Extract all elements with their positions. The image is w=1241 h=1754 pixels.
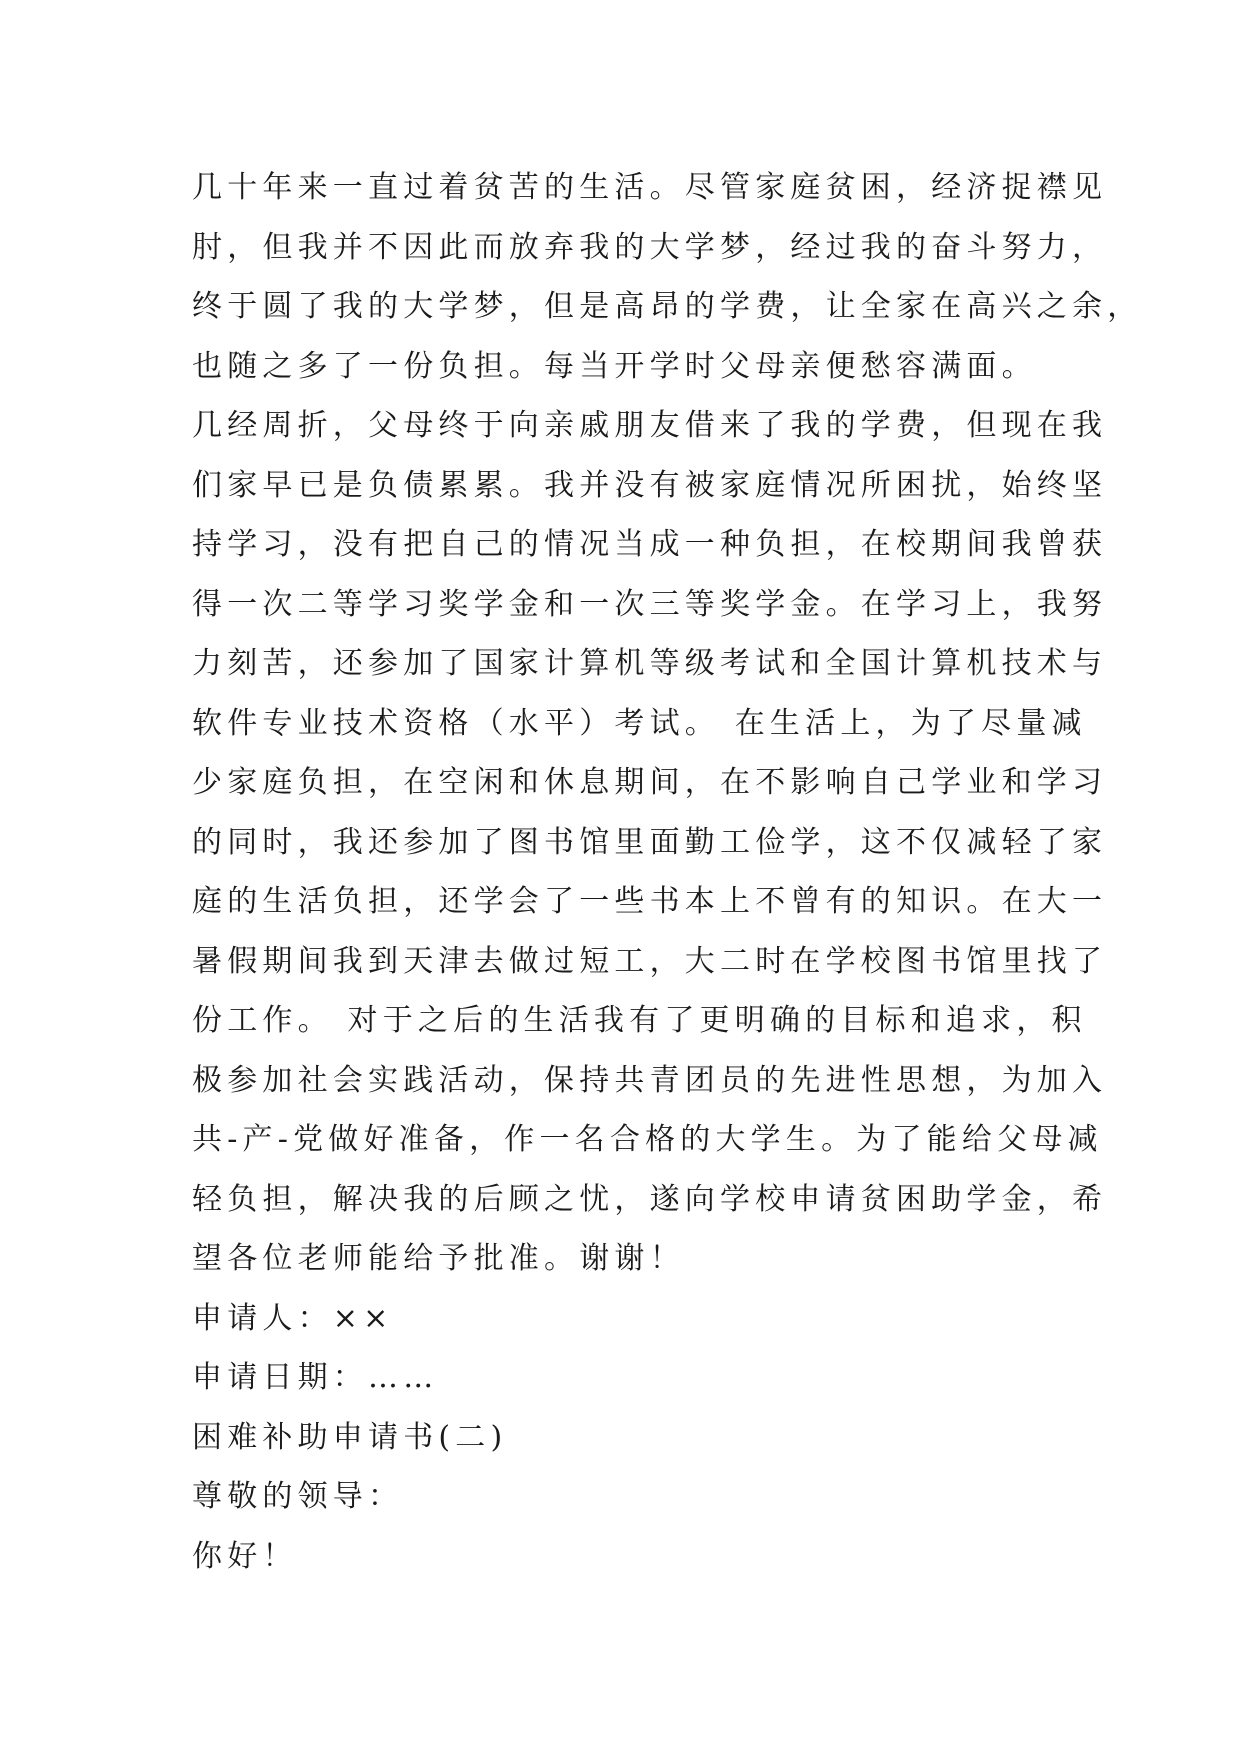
body-line-16: 极参加社会实践活动，保持共青团员的先进性思想，为加入 — [192, 1062, 1108, 1098]
applicant-line: 申请人：×× — [192, 1300, 394, 1336]
body-line-5: 几经周折，父母终于向亲戚朋友借来了我的学费，但现在我 — [192, 408, 1108, 443]
body-line-18: 轻负担，解决我的后顾之忧，遂向学校申请贫困助学金，希 — [192, 1181, 1108, 1217]
body-line-9: 力刻苦，还参加了国家计算机等级考试和全国计算机技术与 — [192, 646, 1108, 681]
body-line-1: 几十年来一直过着贫苦的生活。尽管家庭贫困，经济捉襟见 — [192, 170, 1108, 205]
body-line-2: 肘，但我并不因此而放弃我的大学梦，经过我的奋斗努力， — [192, 229, 1108, 265]
body-line-12: 的同时，我还参加了图书馆里面勤工俭学，这不仅减轻了家 — [192, 824, 1108, 860]
body-line-7: 持学习，没有把自己的情况当成一种负担，在校期间我曾获 — [192, 527, 1108, 562]
body-line-17: 共-产-党做好准备，作一名合格的大学生。为了能给父母减 — [192, 1122, 1103, 1157]
body-line-8: 得一次二等学习奖学金和一次三等奖学金。在学习上，我努 — [192, 586, 1108, 622]
body-line-6: 们家早已是负债累累。我并没有被家庭情况所困扰，始终坚 — [192, 467, 1108, 503]
body-line-14: 暑假期间我到天津去做过短工，大二时在学校图书馆里找了 — [192, 943, 1108, 979]
greeting-line: 你好！ — [192, 1538, 298, 1574]
application-date-line: 申请日期：…… — [192, 1360, 439, 1395]
body-line-19: 望各位老师能给予批准。谢谢！ — [192, 1241, 685, 1276]
body-line-10: 软件专业技术资格（水平）考试。 在生活上，为了尽量减 — [192, 705, 1087, 741]
salutation-line: 尊敬的领导： — [192, 1479, 404, 1514]
body-line-11: 少家庭负担，在空闲和休息期间，在不影响自己学业和学习 — [192, 765, 1108, 800]
section-title: 困难补助申请书(二) — [192, 1419, 508, 1455]
body-line-3: 终于圆了我的大学梦，但是高昂的学费，让全家在高兴之余， — [192, 289, 1143, 324]
body-line-15: 份工作。 对于之后的生活我有了更明确的目标和追求，积 — [192, 1003, 1087, 1038]
document-body — [192, 158, 1143, 1586]
body-line-13: 庭的生活负担，还学会了一些书本上不曾有的知识。在大一 — [192, 884, 1108, 919]
body-line-4: 也随之多了一份负担。每当开学时父母亲便愁容满面。 — [192, 348, 1037, 384]
